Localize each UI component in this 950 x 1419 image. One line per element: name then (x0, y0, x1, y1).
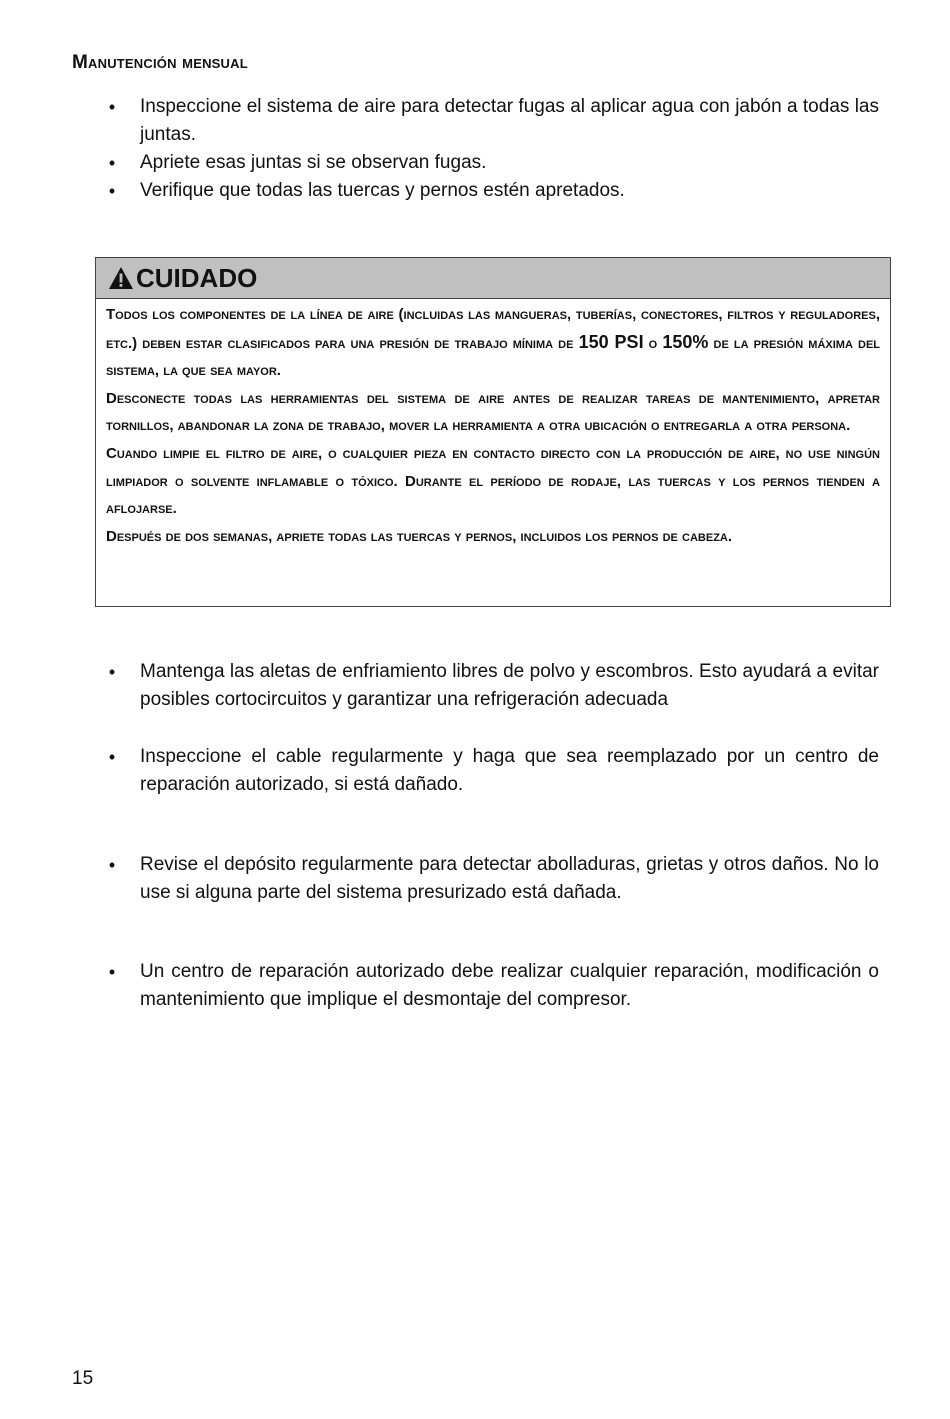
caution-header (96, 258, 890, 299)
caution-paragraph: Desconecte todas las herramientas del sistema de aire antes de realizar tareas de mantenimiento, apretar tornillos, abandonar la zona de trabajo, mover la herramienta a otra ubicación o entregarla a otra persona. (106, 389, 880, 435)
caution-box (95, 257, 891, 607)
list-item (0, 658, 879, 714)
caution-paragraph: Cuando limpie el filtro de aire, o cualquier pieza en contacto directo con la producción de aire, no use ningún limpiador o solvente inflamable o tóxico. Durante el período de rodaje, las tuercas y los pernos tienden a aflojarse. (106, 444, 880, 518)
caution-text: Todos los componentes de la línea de aire (incluidas las mangueras, tuberías, conectores, filtros y reguladores, etc.) deben estar clasificados para una presión de trabajo mínima de (106, 306, 880, 352)
list-item (0, 851, 879, 907)
page-number: 15 (72, 1368, 94, 1389)
bullet-icon: • (108, 97, 116, 117)
bullet-icon: • (108, 962, 116, 982)
bullet-icon: • (108, 153, 116, 173)
list-item-text: Inspeccione el cable regularmente y haga que sea reemplazado por un centro de reparación autorizado, si está dañado. (140, 746, 879, 795)
bullet-icon: • (108, 181, 116, 201)
list-item-text: Verifique que todas las tuercas y pernos estén apretados. (140, 180, 625, 201)
bullet-icon: • (108, 662, 116, 682)
caution-body (96, 299, 890, 550)
list-item (0, 743, 879, 799)
list-item-text: Inspeccione el sistema de aire para detectar fugas al aplicar agua con jabón a todas las juntas. (140, 96, 879, 145)
list-item-text: Revise el depósito regularmente para detectar abolladuras, grietas y otros daños. No lo use si alguna parte del sistema presurizado está dañada. (140, 854, 879, 903)
monthly-maintenance-list (0, 93, 879, 205)
list-item (0, 958, 879, 1014)
bullet-icon: • (108, 855, 116, 875)
pressure-percent: 150% (662, 331, 709, 352)
list-item-text: Apriete esas juntas si se observan fugas. (140, 152, 487, 173)
list-item-text: Mantenga las aletas de enfriamiento libres de polvo y escombros. Esto ayudará a evitar posibles cortocircuitos y garantizar una refrigeración adecuada (140, 661, 879, 710)
caution-title: CUIDADO (136, 262, 258, 293)
list-item-text: Un centro de reparación autorizado debe realizar cualquier reparación, modificación o mantenimiento que implique el desmontaje del compresor. (140, 961, 879, 1010)
caution-text: o (643, 334, 663, 352)
list-item (0, 93, 879, 149)
caution-text: de la presión máxima del sistema, la que sea mayor. (106, 334, 881, 380)
maintenance-list (0, 658, 879, 1014)
warning-triangle-icon (108, 266, 134, 290)
bullet-icon: • (108, 747, 116, 767)
list-item (0, 177, 879, 205)
caution-paragraph: Después de dos semanas, apriete todas las tuercas y pernos, incluidos los pernos de cabeza. (106, 527, 733, 545)
section-title: Manutención mensual (72, 52, 248, 73)
caution-paragraph (106, 301, 880, 385)
pressure-psi: 150 PSI (578, 331, 644, 352)
list-item (0, 149, 879, 177)
